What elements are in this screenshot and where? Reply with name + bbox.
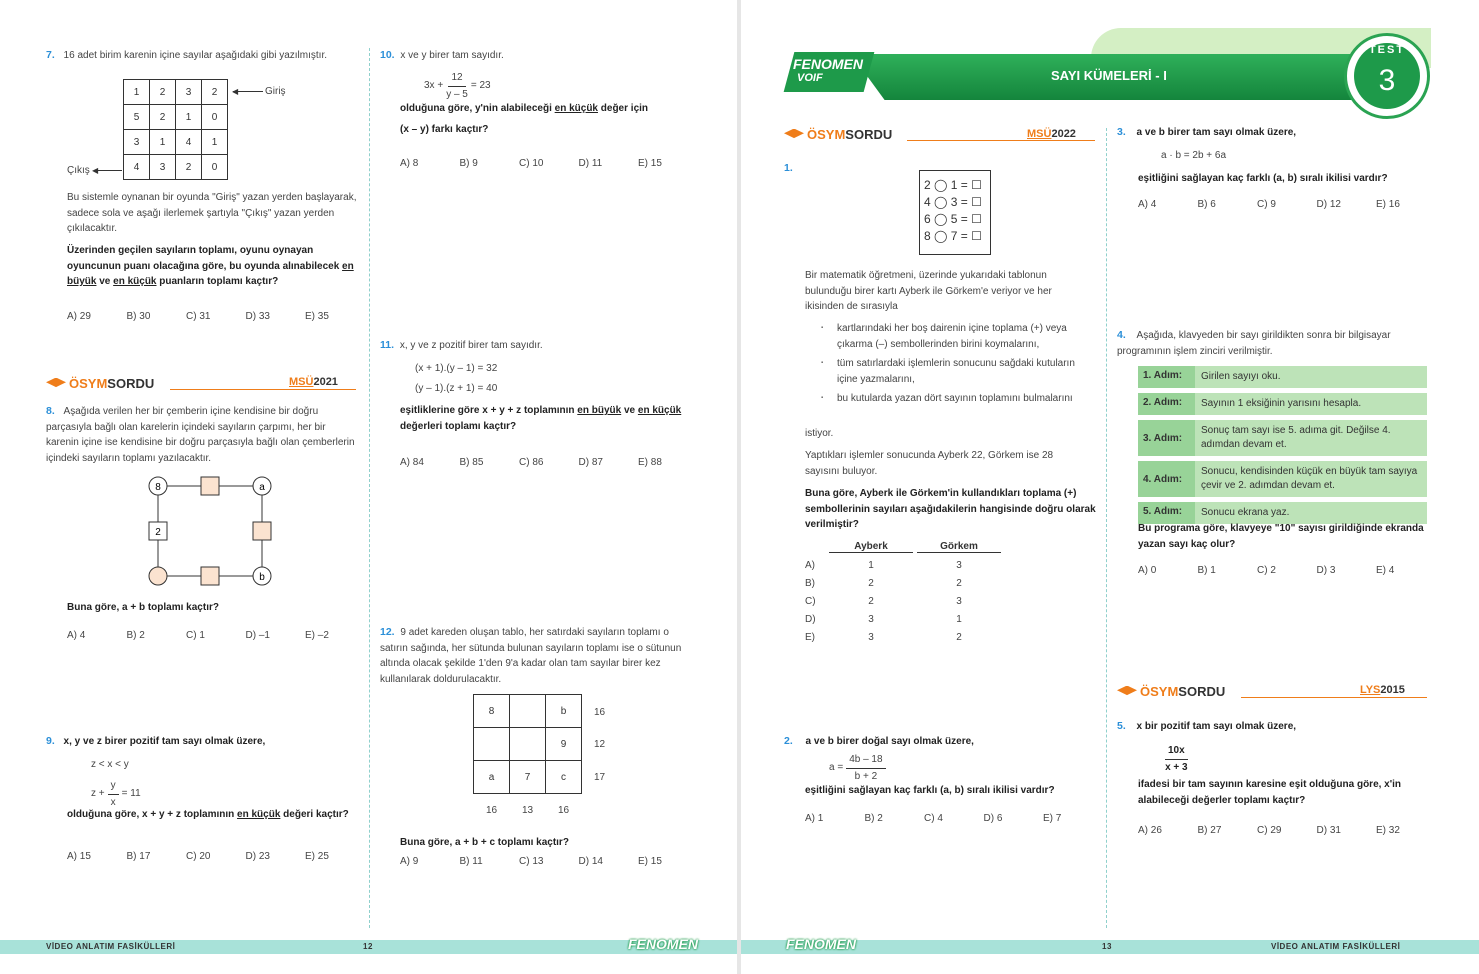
square-bottom xyxy=(201,567,219,585)
question-2-options xyxy=(805,813,1103,824)
page-footer xyxy=(0,940,737,954)
brand-logo: FENOMEN xyxy=(786,936,856,952)
question-2-stem: 2. a ve b birer doğal sayı olmak üzere, xyxy=(784,735,974,747)
operation-card xyxy=(919,170,991,255)
option-e[interactable]: E) 32 xyxy=(1376,825,1400,836)
circle-tr-label: a xyxy=(259,482,265,493)
question-8-stem: 8. Aşağıda verilen her bir çemberin içine kendisine bir doğru parçasıyla bağlı olan karelerin içindeki sayıların çarpımı, her bir karenin içine ise kendisine bir doğru parçasıyla bağlı olan çemberlerin içindeki sayıların toplamı yazılacaktır. xyxy=(46,405,355,464)
exam-tag: MSÜ2021 xyxy=(289,376,338,388)
option-d[interactable]: D) 87 xyxy=(578,457,603,468)
page-13 xyxy=(741,0,1479,974)
question-11-eq1: (x + 1).(y – 1) = 32 xyxy=(415,363,498,374)
option-e[interactable]: E) 4 xyxy=(1376,565,1395,576)
question-2-question: eşitliğini sağlayan kaç farklı (a, b) sıralı ikilisi vardır? xyxy=(805,785,1055,796)
question-11-question: eşitliklerine göre x + y + z toplamının en büyük ve en küçük değerleri toplamı kaçtır? xyxy=(400,405,682,432)
question-1-question: Buna göre, Ayberk ile Görkem'in kullandıkları toplama (+) sembollerinin sayıları aşağıdakilerin hangisinde doğru olarak verilmiştir? xyxy=(805,488,1096,530)
bullet-item: ▪ tüm satırlardaki işlemlerin sonucunu sağdaki kutuların içine yazmalarını, xyxy=(805,356,1095,387)
column-divider xyxy=(1106,128,1107,928)
row-sum: 17 xyxy=(594,772,606,783)
osym-line xyxy=(1241,697,1427,698)
question-7-question: Üzerinden geçilen sayıların toplamı, oyunu oynayan oyuncunun puanı olacağına göre, bu oyunda alınabilecek en büyük ve en küçük puanların toplamı kaçtır? xyxy=(67,245,354,287)
grid-cell xyxy=(510,695,546,728)
question-3-options xyxy=(1138,199,1436,210)
grid-cell: 1 xyxy=(124,80,150,105)
col-header: Ayberk xyxy=(829,541,913,553)
grid-cell: 8 xyxy=(474,695,510,728)
answer-row[interactable]: D) 3 1 xyxy=(805,613,962,625)
grid-cell xyxy=(510,728,546,761)
option-b[interactable]: B) 6 xyxy=(1197,199,1216,210)
exam-tag: LYS2015 xyxy=(1360,684,1405,696)
option-a[interactable]: A) 26 xyxy=(1138,825,1162,836)
grid-row xyxy=(124,105,228,130)
option-b[interactable]: B) 2 xyxy=(126,630,145,641)
step-item: 3. Adım: Sonuç tam sayı ise 5. adıma git. Değilse 4. adımdan devam et. xyxy=(1138,420,1427,456)
question-4-question: Bu programa göre, klavyeye "10" sayısı girildiğinde ekranda yazan sayı kaç olur? xyxy=(1138,523,1424,550)
answer-table xyxy=(805,538,1005,646)
option-c[interactable]: C) 20 xyxy=(186,851,211,862)
option-b[interactable]: B) 1 xyxy=(1197,565,1216,576)
osym-line xyxy=(907,140,1095,141)
card-row: 6 ◯ 5 = ☐ xyxy=(924,212,982,226)
question-9-line1: z < x < y xyxy=(91,759,129,770)
option-d[interactable]: D) 6 xyxy=(983,813,1003,824)
question-10-equation: 3x + $\frac{12}{y - 5}$ = 23 xyxy=(424,72,491,100)
option-d[interactable]: D) 14 xyxy=(578,856,603,867)
test-number: 3 xyxy=(1378,64,1396,97)
osym-sordu-banner: ÖSYM SORDU xyxy=(784,127,892,142)
test-badge xyxy=(1344,33,1430,119)
option-b[interactable]: B) 2 xyxy=(864,813,883,824)
number-grid xyxy=(123,79,228,180)
option-d[interactable]: D) 11 xyxy=(578,158,603,169)
option-e[interactable]: E) 15 xyxy=(638,158,662,169)
step-list xyxy=(1138,366,1427,529)
square-left-label: 2 xyxy=(155,527,161,538)
option-c[interactable]: C) 31 xyxy=(186,311,211,322)
option-e[interactable]: E) 15 xyxy=(638,856,662,867)
question-10-question: olduğuna göre, y'nin alabileceği en küçük değer için xyxy=(400,103,649,114)
circle-bottom-left xyxy=(149,567,167,585)
option-b[interactable]: B) 17 xyxy=(126,851,151,862)
bullet-item: ▪ kartlarındaki her boş dairenin içine toplama (+) veya çıkarma (–) sembollerinden birini koymalarını, xyxy=(805,321,1095,352)
osym-sordu-banner: ÖSYM SORDU xyxy=(1117,684,1225,699)
step-item: 1. Adım: Girilen sayıyı oku. xyxy=(1138,366,1427,388)
card-row: 2 ◯ 1 = ☐ xyxy=(924,178,982,192)
question-10-question-2: (x – y) farkı kaçtır? xyxy=(400,124,489,135)
option-a[interactable]: A) 4 xyxy=(67,630,86,641)
question-10-options xyxy=(400,158,698,169)
option-c[interactable]: C) 4 xyxy=(924,813,943,824)
option-d[interactable]: D) –1 xyxy=(245,630,270,641)
grid-cell: 0 xyxy=(202,155,228,180)
square-top xyxy=(201,477,219,495)
col-sum: 16 xyxy=(486,805,498,816)
step-item: 2. Adım: Sayının 1 eksiğinin yarısını hesapla. xyxy=(1138,393,1427,415)
exam-tag: MSÜ2022 xyxy=(1027,128,1076,140)
circle-br-label: b xyxy=(259,572,265,583)
grid-cell: c xyxy=(546,761,582,794)
grid-cell: b xyxy=(546,695,582,728)
col-sum: 16 xyxy=(558,805,570,816)
card-row: 4 ◯ 3 = ☐ xyxy=(924,195,982,209)
option-d[interactable]: D) 33 xyxy=(245,311,270,322)
option-b[interactable]: B) 27 xyxy=(1197,825,1222,836)
question-3-stem: 3. a ve b birer tam sayı olmak üzere, xyxy=(1117,126,1297,138)
grid-row xyxy=(124,155,228,180)
option-c[interactable]: C) 2 xyxy=(1257,565,1276,576)
option-e[interactable]: E) 16 xyxy=(1376,199,1400,210)
question-5-expression: $\frac{10x}{x + 3}$ xyxy=(1165,745,1188,773)
graduation-cap-icon xyxy=(46,378,66,390)
brand-logo: FENOMEN xyxy=(628,936,698,952)
table-header xyxy=(805,538,1005,556)
option-e[interactable]: E) 88 xyxy=(638,457,662,468)
option-e[interactable]: E) 25 xyxy=(305,851,329,862)
option-a[interactable]: A) 8 xyxy=(400,158,419,169)
option-a[interactable]: A) 1 xyxy=(805,813,824,824)
grid-cell: 4 xyxy=(176,130,202,155)
grid-row xyxy=(474,695,582,728)
grid-cell: 2 xyxy=(150,105,176,130)
step-item: 4. Adım: Sonucu, kendisinden küçük en büyük tam sayıya çevir ve 2. adımdan devam et. xyxy=(1138,461,1427,497)
option-e[interactable]: E) 7 xyxy=(1043,813,1062,824)
graduation-cap-icon xyxy=(1117,686,1137,698)
col-header: Görkem xyxy=(917,541,1001,553)
question-11-eq2: (y – 1).(z + 1) = 40 xyxy=(415,383,498,394)
question-5-options xyxy=(1138,825,1436,836)
option-b[interactable]: B) 30 xyxy=(126,311,151,322)
grid-cell: 2 xyxy=(202,80,228,105)
grid-row xyxy=(124,80,228,105)
option-a[interactable]: A) 29 xyxy=(67,311,91,322)
question-7-body: Bu sistemle oynanan bir oyunda "Giriş" yazan yerden başlayarak, sadece sola ve aşağı ilerlemek şartıyla "Çıkış" yazan yerden çıkılacaktır. xyxy=(67,192,357,234)
grid-row xyxy=(474,728,582,761)
col-sum: 13 xyxy=(522,805,534,816)
brand-sub: VOIF xyxy=(797,72,823,84)
grid-cell: a xyxy=(474,761,510,794)
question-12-question: Buna göre, a + b + c toplamı kaçtır? xyxy=(400,837,569,848)
option-a[interactable]: A) 0 xyxy=(1138,565,1157,576)
grid-cell: 4 xyxy=(124,155,150,180)
grid-row xyxy=(124,130,228,155)
series-name: VİDEO ANLATIM FASİKÜLLERİ xyxy=(1271,942,1401,951)
grid-cell: 1 xyxy=(202,130,228,155)
question-1-bullets xyxy=(805,321,1095,407)
question-1-intro: Bir matematik öğretmeni, üzerinde yukarıdaki tablonun bulunduğu birer kartı Ayberk ile Görkem'e veriyor ve her ikisinden de sırasıyla xyxy=(805,270,1052,312)
column-divider xyxy=(369,48,370,928)
option-d[interactable]: D) 23 xyxy=(245,851,270,862)
question-8-question: Buna göre, a + b toplamı kaçtır? xyxy=(67,602,219,613)
option-b[interactable]: B) 9 xyxy=(459,158,478,169)
question-2-equation: a = $\frac{4b - 18}{b + 2}$ xyxy=(829,752,886,784)
option-d[interactable]: D) 3 xyxy=(1316,565,1336,576)
grid-cell: 1 xyxy=(176,105,202,130)
option-c[interactable]: C) 9 xyxy=(1257,199,1276,210)
sum-grid xyxy=(473,694,582,794)
grid-cell: 5 xyxy=(124,105,150,130)
question-9-options xyxy=(67,851,365,862)
grid-cell: 0 xyxy=(202,105,228,130)
option-d[interactable]: D) 12 xyxy=(1316,199,1341,210)
question-number: 7. xyxy=(46,49,55,61)
answer-row[interactable]: B) 2 2 xyxy=(805,577,962,589)
option-d[interactable]: D) 31 xyxy=(1316,825,1341,836)
arrow-left-icon: ◀ xyxy=(232,87,239,96)
answer-row[interactable]: C) 2 3 xyxy=(805,595,962,607)
arrow-left-icon: ◀ xyxy=(92,166,99,175)
page-number: 12 xyxy=(363,942,373,951)
question-12-stem: 12. 9 adet kareden oluşan tablo, her satırdaki sayıların toplamı o satırın sağında, her sütunda bulunan sayıların toplamı ise o sütunun altında olacak şekilde 1'den 9'a kadar olan tam sayılar birer kez kullanılarak doldurulacaktır. xyxy=(380,626,682,685)
series-name: VİDEO ANLATIM FASİKÜLLERİ xyxy=(46,942,176,951)
grid-cell: 3 xyxy=(124,130,150,155)
option-b[interactable]: B) 11 xyxy=(459,856,483,867)
option-c[interactable]: C) 86 xyxy=(519,457,544,468)
question-7-stem: 7. 16 adet birim karenin içine sayılar aşağıdaki gibi yazılmıştır. xyxy=(46,49,327,61)
circle-square-diagram xyxy=(140,472,280,592)
question-number: 1. xyxy=(784,162,793,174)
osym-line xyxy=(170,389,356,390)
question-11-options xyxy=(400,457,698,468)
circle-tl-label: 8 xyxy=(155,482,161,493)
row-sum: 12 xyxy=(594,739,606,750)
section-title: SAYI KÜMELERİ - I xyxy=(1051,68,1167,83)
osym-sordu-banner: ÖSYM SORDU xyxy=(46,376,154,391)
row-sum: 16 xyxy=(594,707,606,718)
option-c[interactable]: C) 29 xyxy=(1257,825,1282,836)
question-3-question: eşitliğini sağlayan kaç farklı (a, b) sıralı ikilisi vardır? xyxy=(1138,173,1388,184)
grid-cell xyxy=(474,728,510,761)
grid-cell: 2 xyxy=(176,155,202,180)
question-5-question: ifadesi bir tam sayının karesine eşit olduğuna göre, x'in alabileceği değerler toplamı kaçtır? xyxy=(1138,779,1402,806)
question-4-options xyxy=(1138,565,1436,576)
option-c[interactable]: C) 13 xyxy=(519,856,544,867)
option-a[interactable]: A) 15 xyxy=(67,851,91,862)
option-a[interactable]: A) 9 xyxy=(400,856,419,867)
question-10-stem: 10. x ve y birer tam sayıdır. xyxy=(380,49,504,61)
option-a[interactable]: A) 84 xyxy=(400,457,424,468)
square-right xyxy=(253,522,271,540)
grid-row xyxy=(474,761,582,794)
page-12 xyxy=(0,0,737,974)
grid-cell: 2 xyxy=(150,80,176,105)
page-number: 13 xyxy=(1102,942,1112,951)
question-1-after: istiyor. xyxy=(805,428,834,439)
question-11-stem: 11. x, y ve z pozitif birer tam sayıdır. xyxy=(380,339,543,351)
question-8-options xyxy=(67,630,365,641)
question-9-equation: z + $\frac{y}{x}$ = 11 xyxy=(91,780,141,808)
grid-cell: 9 xyxy=(546,728,582,761)
option-c[interactable]: C) 10 xyxy=(519,158,544,169)
exit-arrow xyxy=(94,170,122,171)
answer-row[interactable]: A) 1 3 xyxy=(805,559,962,571)
question-9-stem: 9. x, y ve z birer pozitif tam sayı olmak üzere, xyxy=(46,735,266,747)
question-5-stem: 5. x bir pozitif tam sayı olmak üzere, xyxy=(1117,720,1297,732)
question-4-stem: 4. Aşağıda, klavyeden bir sayı girildikten sonra bir bilgisayar programının işlem zinciri verilmiştir. xyxy=(1117,329,1391,357)
grid-cell: 3 xyxy=(150,155,176,180)
bullet-item: ▪ bu kutularda yazan dört sayının toplamını bulmalarını xyxy=(805,391,1095,407)
grid-cell: 3 xyxy=(176,80,202,105)
brand-name: FENOMEN xyxy=(793,56,863,72)
grid-cell: 1 xyxy=(150,130,176,155)
grid-cell: 7 xyxy=(510,761,546,794)
question-1-result: Yaptıkları işlemler sonucunda Ayberk 22, Görkem ise 28 sayısını buluyor. xyxy=(805,450,1054,477)
card-row: 8 ◯ 7 = ☐ xyxy=(924,229,982,243)
question-3-equation: a · b = 2b + 6a xyxy=(1161,150,1227,161)
question-7-options xyxy=(67,311,365,322)
option-c[interactable]: C) 1 xyxy=(186,630,205,641)
step-item: 5. Adım: Sonucu ekrana yaz. xyxy=(1138,502,1427,524)
option-e[interactable]: E) 35 xyxy=(305,311,329,322)
entry-label: Giriş xyxy=(265,86,286,97)
option-a[interactable]: A) 4 xyxy=(1138,199,1157,210)
question-9-question: olduğuna göre, x + y + z toplamının en küçük değeri kaçtır? xyxy=(67,809,349,820)
graduation-cap-icon xyxy=(784,129,804,141)
answer-row[interactable]: E) 3 2 xyxy=(805,631,962,643)
question-12-options xyxy=(400,856,698,867)
option-b[interactable]: B) 85 xyxy=(459,457,484,468)
test-label: TEST xyxy=(1368,44,1406,56)
option-e[interactable]: E) –2 xyxy=(305,630,329,641)
exit-label: Çıkış xyxy=(67,165,90,176)
